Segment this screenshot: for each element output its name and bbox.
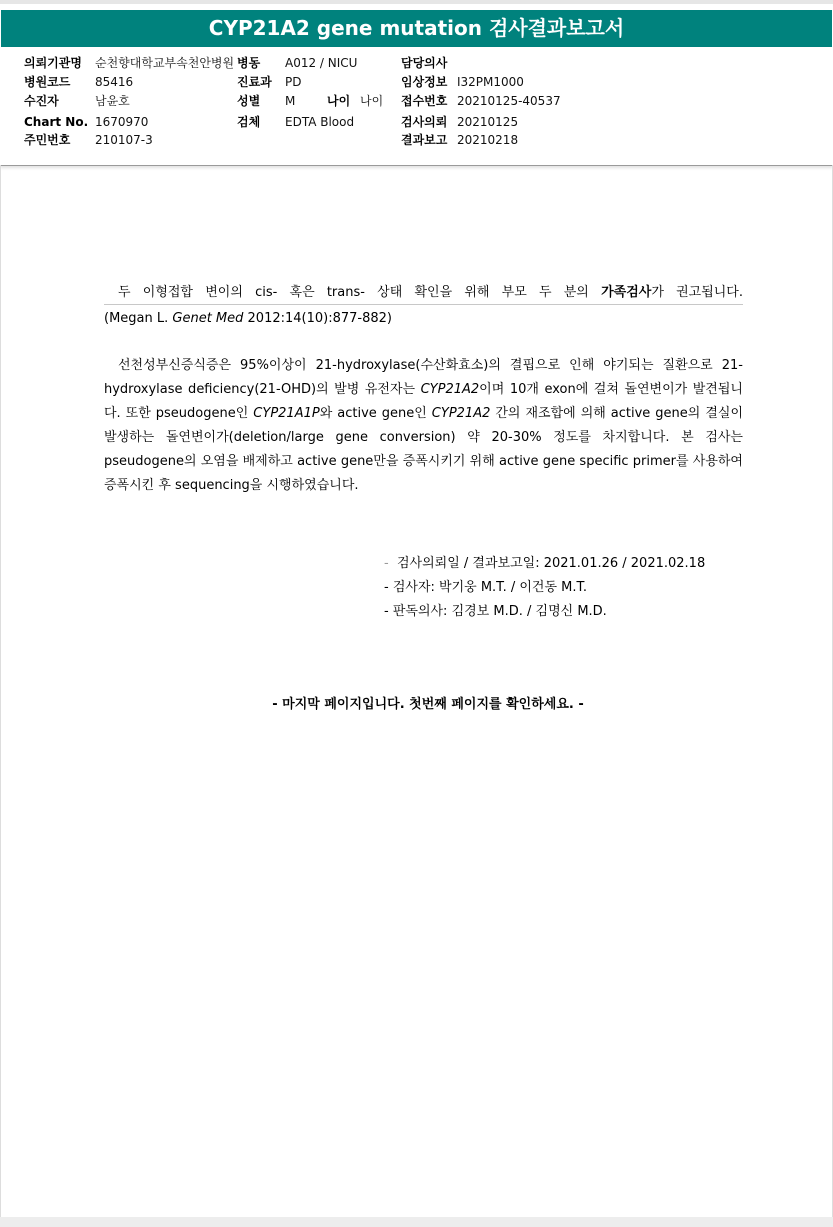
info-row <box>0 54 833 73</box>
info-row <box>0 113 833 132</box>
reference-citation <box>104 311 392 326</box>
family-test-recommendation <box>104 282 743 305</box>
reviewer-names: - 판독의사: 김경보 M.D. / 김명신 M.D. <box>384 604 607 619</box>
info-row <box>0 73 833 92</box>
info-label: 병동 <box>237 56 261 70</box>
patient-info-header <box>0 47 833 166</box>
gene-name: CYP21A1P <box>253 406 320 421</box>
family-test-paragraph <box>104 282 743 331</box>
report-title: CYP21A2 gene mutation 검사결과보고서 <box>1 10 832 47</box>
info-value: 85416 <box>95 75 134 89</box>
background-paragraph <box>104 354 743 498</box>
info-value: 나이 <box>360 94 384 108</box>
bullet-dash: - <box>384 556 389 571</box>
info-value: I32PM1000 <box>457 75 524 89</box>
text-segment: 2012:14(10):877-882) <box>243 311 392 326</box>
info-label: 주민번호 <box>24 133 71 147</box>
info-value: 순천향대학교부속천안병원 <box>95 56 235 70</box>
text-segment: 가 권고됩니다. <box>651 285 743 300</box>
page-bottom-edge <box>0 1217 833 1227</box>
text-segment: 간의 재조합에 의해 active gene의 결실이 발생하는 돌연변이가(deletion/large gene conversion) 약 20-30% 정도를 차지합니다. 본 검사는 pseudogene의 오염을 배제하고 active gene만을 증폭시키기 위해 active gene specific primer를 사용하여 증폭시킨 후 sequencing을 시행하였습니다. <box>104 406 744 493</box>
report-dates <box>384 552 705 576</box>
info-value: 남윤호 <box>95 94 130 108</box>
info-label: Chart No. <box>24 115 89 129</box>
info-label: 나이 <box>327 94 351 108</box>
info-value: 20210125-40537 <box>457 94 561 108</box>
info-value: EDTA Blood <box>285 115 355 129</box>
text-segment: 두 이형접합 변이의 cis- 혹은 trans- 상태 확인을 위해 부모 두 분의 <box>118 285 602 300</box>
last-page-notice: - 마지막 페이지입니다. 첫번째 페이지를 확인하세요. - <box>272 697 584 712</box>
text-segment: 이며 10개 exon에 걸쳐 돌연변이가 발견됩니다. 또한 pseudogene인 <box>104 382 743 421</box>
info-value: 20210218 <box>457 133 519 147</box>
tester-names: - 검사자: 박기웅 M.T. / 이건동 M.T. <box>384 580 588 595</box>
text-segment: 선천성부신증식증은 95%이상이 21-hydroxylase(수산화효소)의 결핍으로 인해 야기되는 질환으로 21-hydroxylase deficiency(21-OHD)의 발병 유전자는 <box>104 358 743 397</box>
gene-name: CYP21A2 <box>431 406 491 421</box>
info-label: 의뢰기관명 <box>24 56 82 70</box>
request-report-dates: 검사의뢰일 / 결과보고일: 2021.01.26 / 2021.02.18 <box>396 556 706 571</box>
info-row <box>0 92 833 111</box>
info-value: PD <box>285 75 302 89</box>
info-value: 210107-3 <box>95 133 153 147</box>
info-label: 검체 <box>237 115 261 129</box>
top-border <box>0 0 833 4</box>
info-value: 1670970 <box>95 115 149 129</box>
info-label: 병원코드 <box>24 75 71 89</box>
info-label: 수진자 <box>24 94 59 108</box>
family-test-keyword: 가족검사 <box>601 285 652 300</box>
info-value: A012 / NICU <box>285 56 358 70</box>
info-row <box>0 131 833 150</box>
info-label: 진료과 <box>237 75 272 89</box>
text-segment: 와 active gene인 <box>319 406 432 421</box>
info-label: 임상정보 <box>401 75 448 89</box>
gene-name: CYP21A2 <box>420 382 480 397</box>
journal-name: Genet Med <box>172 311 244 326</box>
info-label: 결과보고 <box>401 133 448 147</box>
info-label: 담당의사 <box>401 56 448 70</box>
info-label: 검사의뢰 <box>401 115 448 129</box>
info-label: 접수번호 <box>401 94 448 108</box>
info-label: 성별 <box>237 94 261 108</box>
info-value: M <box>285 94 296 108</box>
info-value: 20210125 <box>457 115 519 129</box>
page-left-border <box>0 165 1 1217</box>
text-segment: (Megan L. <box>104 311 173 326</box>
